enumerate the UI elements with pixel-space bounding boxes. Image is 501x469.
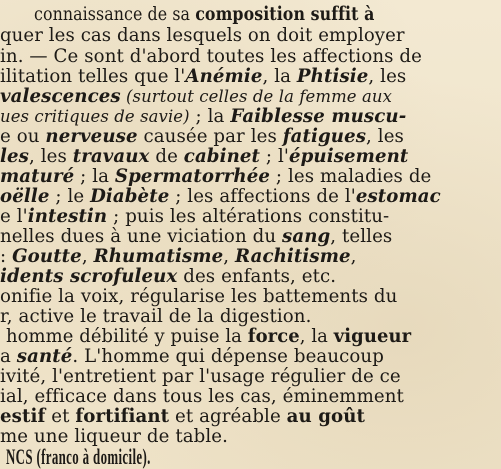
text-line (0, 166, 500, 188)
text-line (0, 126, 500, 148)
text-segment: et (45, 406, 76, 427)
text-segment: Anémie (185, 66, 263, 87)
text-segment: e (0, 126, 11, 147)
text-segment: des enfants, etc. (177, 266, 337, 287)
text-segment: ; le (49, 186, 91, 207)
text-segment: sang (282, 226, 331, 247)
text-segment: , telles (330, 226, 393, 247)
text-line (6, 326, 500, 348)
text-segment: intestin (27, 206, 108, 227)
text-line (34, 4, 470, 26)
text-segment: vigueur (333, 326, 412, 347)
text-line (0, 226, 500, 248)
text-segment: onifie la voix, régularise les battements du (0, 286, 398, 307)
text-segment: , les (368, 66, 407, 87)
text-segment: ; la (74, 166, 115, 187)
text-line (0, 386, 500, 408)
text-line (0, 366, 500, 388)
text-segment: composition suffit à (195, 4, 375, 25)
text-segment: Rachitisme (235, 246, 351, 267)
text-line (0, 186, 500, 208)
text-segment: oëlle (0, 186, 50, 207)
text-segment: Diabète (90, 186, 170, 207)
text-line (0, 25, 498, 47)
text-segment: travaux (72, 146, 150, 167)
text-segment: ivité, l'entretient par l'usage régulier de ce (0, 366, 401, 387)
text-line (0, 346, 500, 368)
text-segment: e l' (0, 206, 28, 227)
text-segment: Spermatorrhée (114, 166, 271, 187)
text-segment: Phtisie (296, 66, 369, 87)
text-segment: ou (10, 126, 46, 147)
text-segment: estomac (355, 186, 441, 207)
text-segment: homme débilité y puise la (6, 326, 248, 347)
text-segment: , les (28, 146, 73, 167)
text-segment: les (0, 146, 29, 167)
text-segment: ; les maladies de (270, 166, 432, 187)
text-line (0, 146, 500, 168)
text-segment: fortifiant (75, 406, 170, 427)
text-segment: , (81, 246, 94, 267)
text-segment: Faiblesse muscu- (230, 106, 407, 127)
text-segment: , les (366, 126, 404, 147)
text-segment: . L'homme qui dépense beaucoup (72, 346, 384, 367)
text-segment: ; l' (260, 146, 289, 167)
text-segment: me une liqueur de table. (0, 426, 228, 447)
text-segment: a (0, 346, 17, 367)
text-segment: , la (299, 326, 334, 347)
text-segment: Rhumatisme (93, 246, 224, 267)
text-segment: maturé (0, 166, 75, 187)
text-segment: force (247, 326, 300, 347)
text-segment: NCS (franco à domicile). (6, 444, 151, 469)
text-segment: (surtout celles de la femme aux (120, 87, 392, 106)
text-line (0, 106, 500, 128)
text-segment: , la (262, 66, 297, 87)
text-segment: in. — Ce sont d'abord toutes les affections de (0, 46, 422, 67)
text-segment: ; puis les altérations constitu- (107, 206, 390, 227)
text-line (0, 206, 500, 228)
text-segment: estif (0, 406, 46, 427)
text-segment: de (149, 146, 184, 167)
text-segment: nerveuse (45, 126, 138, 147)
text-segment: connaissance de sa (34, 4, 196, 25)
text-line (0, 286, 500, 308)
text-line (0, 406, 500, 428)
text-segment: , (350, 246, 357, 267)
text-segment: ues critiques de savie) (0, 107, 190, 126)
text-segment: quer les cas dans lesquels on doit employer (0, 25, 405, 46)
text-segment: idents scrofuleux (0, 266, 178, 287)
text-line (0, 46, 500, 68)
text-segment: ilitation telles que l' (0, 66, 186, 87)
text-segment: , (223, 246, 236, 267)
text-line (0, 246, 500, 268)
text-segment: : (0, 246, 13, 267)
text-segment: r, active le travail de la digestion. (0, 306, 312, 327)
text-line (0, 66, 500, 88)
text-segment: causée par les (137, 126, 283, 147)
text-segment: ; les affections de l' (169, 186, 356, 207)
text-line (0, 266, 500, 288)
price-line (6, 446, 300, 469)
text-line (0, 86, 500, 108)
text-segment: valescences (0, 86, 121, 107)
text-segment: épuisement (288, 146, 409, 167)
text-segment: Goutte (12, 246, 82, 267)
text-segment: au goût (286, 406, 366, 427)
text-segment: ial, efficace dans tous les cas, éminemment (0, 386, 404, 407)
text-segment: nelles dues à une viciation du (0, 226, 283, 247)
text-segment: fatigues (282, 126, 367, 147)
text-segment: santé (16, 346, 73, 367)
text-segment: et agréable (169, 406, 287, 427)
text-segment: cabinet (183, 146, 261, 167)
text-line (0, 306, 500, 328)
text-segment: ; la (189, 106, 231, 127)
